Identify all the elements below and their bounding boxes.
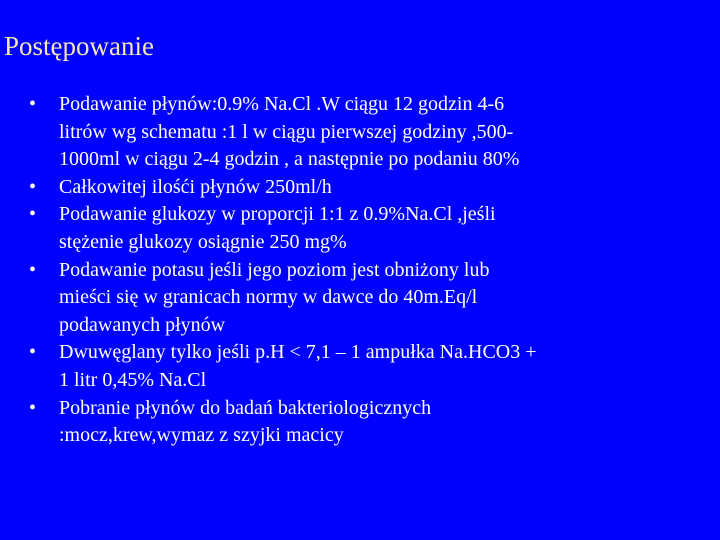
bullet-item <box>29 201 689 256</box>
bullet-icon: • <box>29 203 37 226</box>
bullet-text: Dwuwęglany tylko jeśli p.H < 7,1 – 1 ampułka Na.HCO3 + 1 litr 0,45% Na.Cl <box>59 341 537 391</box>
bullet-list <box>29 91 689 450</box>
bullet-icon: • <box>29 175 37 198</box>
slide-title: Postępowanie <box>4 31 154 61</box>
bullet-icon: • <box>29 341 37 364</box>
bullet-item <box>29 174 689 202</box>
bullet-item <box>29 395 689 450</box>
bullet-item <box>29 339 689 394</box>
bullet-icon: • <box>29 396 37 419</box>
bullet-icon: • <box>29 93 37 115</box>
bullet-text: Podawanie potasu jeśli jego poziom jest obniżony lub mieści się w granicach normy w dawce do 40m.Eq/l podawanych płynów <box>59 258 490 336</box>
bullet-item <box>29 91 689 174</box>
bullet-text: Podawanie płynów:0.9% Na.Cl .W ciągu 12 godzin 4-6 litrów wg schematu :1 l w ciągu pierwszej godziny ,500- 1000ml w ciągu 2-4 godzin , a następnie po podaniu 80% <box>59 93 520 171</box>
bullet-text: Podawanie glukozy w proporcji 1:1 z 0.9%Na.Cl ,jeśli stężenie glukozy osiągnie 250 mg% <box>59 203 496 253</box>
bullet-icon: • <box>29 258 37 281</box>
bullet-text: Pobranie płynów do badań bakteriologicznych :mocz,krew,wymaz z szyjki macicy <box>59 396 432 447</box>
bullet-text: Całkowitej ilośći płynów 250ml/h <box>59 175 332 198</box>
bullet-item <box>29 257 689 340</box>
